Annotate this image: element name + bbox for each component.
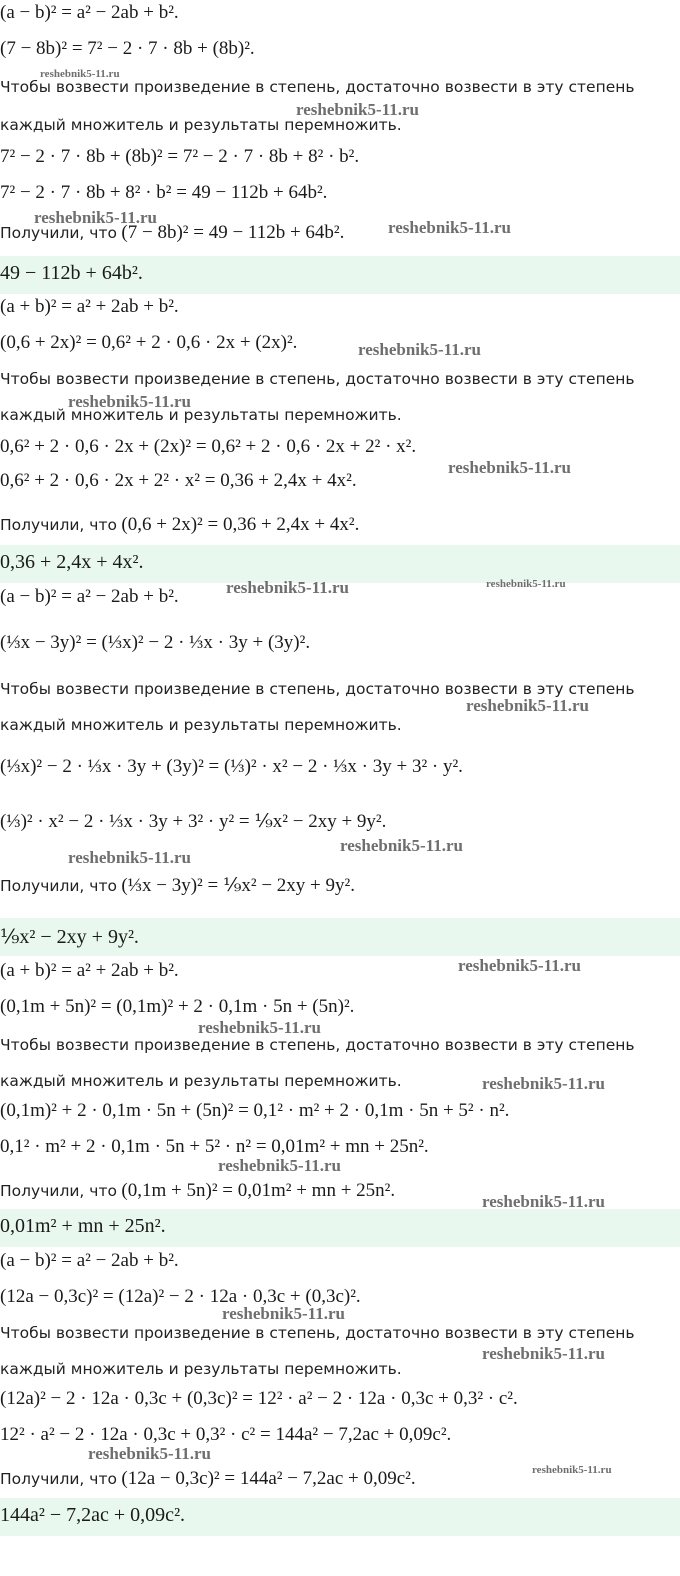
formula-line: (a + b)² = a² + 2ab + b². [0,296,179,317]
watermark: reshebnik5-11.ru [358,340,481,359]
conclusion-formula: (12a − 0,3c)² = 144a² − 7,2ac + 0,09c². [121,1468,416,1489]
conclusion-label: Получили, что [0,1182,117,1200]
watermark: reshebnik5-11.ru [466,696,589,715]
watermark: reshebnik5-11.ru [458,956,581,975]
conclusion-line [0,874,355,897]
conclusion-line [0,1468,416,1490]
conclusion-label: Получили, что [0,224,117,242]
answer: 144a² − 7,2ac + 0,09c². [0,1504,186,1526]
watermark: reshebnik5-11.ru [40,68,120,80]
text-line: Чтобы возвести произведение в степень, достаточно возвести в эту степень [0,680,635,698]
watermark: reshebnik5-11.ru [296,100,419,119]
text-line: Чтобы возвести произведение в степень, достаточно возвести в эту степень [0,370,635,388]
text-line: каждый множитель и результаты перемножить. [0,1360,402,1378]
text-line: каждый множитель и результаты перемножить. [0,1072,402,1090]
text-line: каждый множитель и результаты перемножить. [0,116,402,134]
text-line: Чтобы возвести произведение в степень, достаточно возвести в эту степень [0,1324,635,1342]
watermark: reshebnik5-11.ru [388,218,511,237]
watermark: reshebnik5-11.ru [222,1304,345,1323]
watermark: reshebnik5-11.ru [448,458,571,477]
formula-line: (⅓x)² − 2 · ⅓x · 3y + (3y)² = (⅓)² · x² − 2 · ⅓x · 3y + 3² · y². [0,756,463,777]
watermark: reshebnik5-11.ru [486,578,566,590]
conclusion-label: Получили, что [0,1470,117,1488]
formula-line: (⅓)² · x² − 2 · ⅓x · 3y + 3² · y² = ⅑x² − 2xy + 9y². [0,811,387,832]
conclusion-label: Получили, что [0,877,117,895]
conclusion-formula: (7 − 8b)² = 49 − 112b + 64b². [121,222,345,243]
formula-line: (a − b)² = a² − 2ab + b². [0,1250,179,1271]
conclusion-formula: (⅓x − 3y)² = ⅑x² − 2xy + 9y². [121,875,355,896]
conclusion-line [0,514,359,536]
text-line: Чтобы возвести произведение в степень, достаточно возвести в эту степень [0,1036,635,1054]
answer: ⅑x² − 2xy + 9y². [0,926,139,948]
watermark: reshebnik5-11.ru [482,1192,605,1211]
formula-line: 0,1² · m² + 2 · 0,1m · 5n + 5² · n² = 0,01m² + mn + 25n². [0,1136,429,1157]
watermark: reshebnik5-11.ru [532,1464,612,1476]
formula-line: (a + b)² = a² + 2ab + b². [0,960,179,981]
text-line: Чтобы возвести произведение в степень, достаточно возвести в эту степень [0,78,635,96]
conclusion-label: Получили, что [0,516,117,534]
watermark: reshebnik5-11.ru [340,836,463,855]
formula-line: (12a)² − 2 · 12a · 0,3c + (0,3c)² = 12² · a² − 2 · 12a · 0,3c + 0,3² · c². [0,1388,518,1409]
watermark: reshebnik5-11.ru [482,1074,605,1093]
formula-line: (⅓x − 3y)² = (⅓x)² − 2 · ⅓x · 3y + (3y)². [0,632,311,653]
text-line: каждый множитель и результаты перемножить. [0,716,402,734]
formula-line: (a − b)² = a² − 2ab + b². [0,586,179,607]
watermark: reshebnik5-11.ru [34,208,157,227]
answer: 0,01m² + mn + 25n². [0,1215,166,1237]
formula-line: (0,1m + 5n)² = (0,1m)² + 2 · 0,1m · 5n + (5n)². [0,996,355,1017]
formula-line: 0,6² + 2 · 0,6 · 2x + 2² · x² = 0,36 + 2,4x + 4x². [0,470,357,491]
formula-line: (0,6 + 2x)² = 0,6² + 2 · 0,6 · 2x + (2x)². [0,332,298,353]
watermark: reshebnik5-11.ru [88,1444,211,1463]
formula-line: (7 − 8b)² = 7² − 2 · 7 · 8b + (8b)². [0,38,255,59]
conclusion-formula: (0,1m + 5n)² = 0,01m² + mn + 25n². [121,1180,396,1201]
watermark: reshebnik5-11.ru [226,578,349,597]
formula-line: (0,1m)² + 2 · 0,1m · 5n + (5n)² = 0,1² · m² + 2 · 0,1m · 5n + 5² · n². [0,1100,510,1121]
watermark: reshebnik5-11.ru [482,1344,605,1363]
watermark: reshebnik5-11.ru [198,1018,321,1037]
conclusion-line [0,1180,395,1202]
answer: 49 − 112b + 64b². [0,262,143,284]
answer: 0,36 + 2,4x + 4x². [0,551,144,573]
watermark: reshebnik5-11.ru [68,848,191,867]
formula-line: 7² − 2 · 7 · 8b + 8² · b² = 49 − 112b + 64b². [0,182,328,203]
formula-line: 0,6² + 2 · 0,6 · 2x + (2x)² = 0,6² + 2 · 0,6 · 2x + 2² · x². [0,436,417,457]
formula-line: 12² · a² − 2 · 12a · 0,3c + 0,3² · c² = 144a² − 7,2ac + 0,09c². [0,1424,452,1445]
watermark: reshebnik5-11.ru [218,1156,341,1175]
formula-line: 7² − 2 · 7 · 8b + (8b)² = 7² − 2 · 7 · 8b + 8² · b². [0,146,360,167]
conclusion-formula: (0,6 + 2x)² = 0,36 + 2,4x + 4x². [121,514,360,535]
text-line: каждый множитель и результаты перемножить. [0,406,402,424]
watermark: reshebnik5-11.ru [68,392,191,411]
formula-line: (12a − 0,3c)² = (12a)² − 2 · 12a · 0,3c + (0,3c)². [0,1286,361,1307]
formula-line: (a − b)² = a² − 2ab + b². [0,2,179,23]
